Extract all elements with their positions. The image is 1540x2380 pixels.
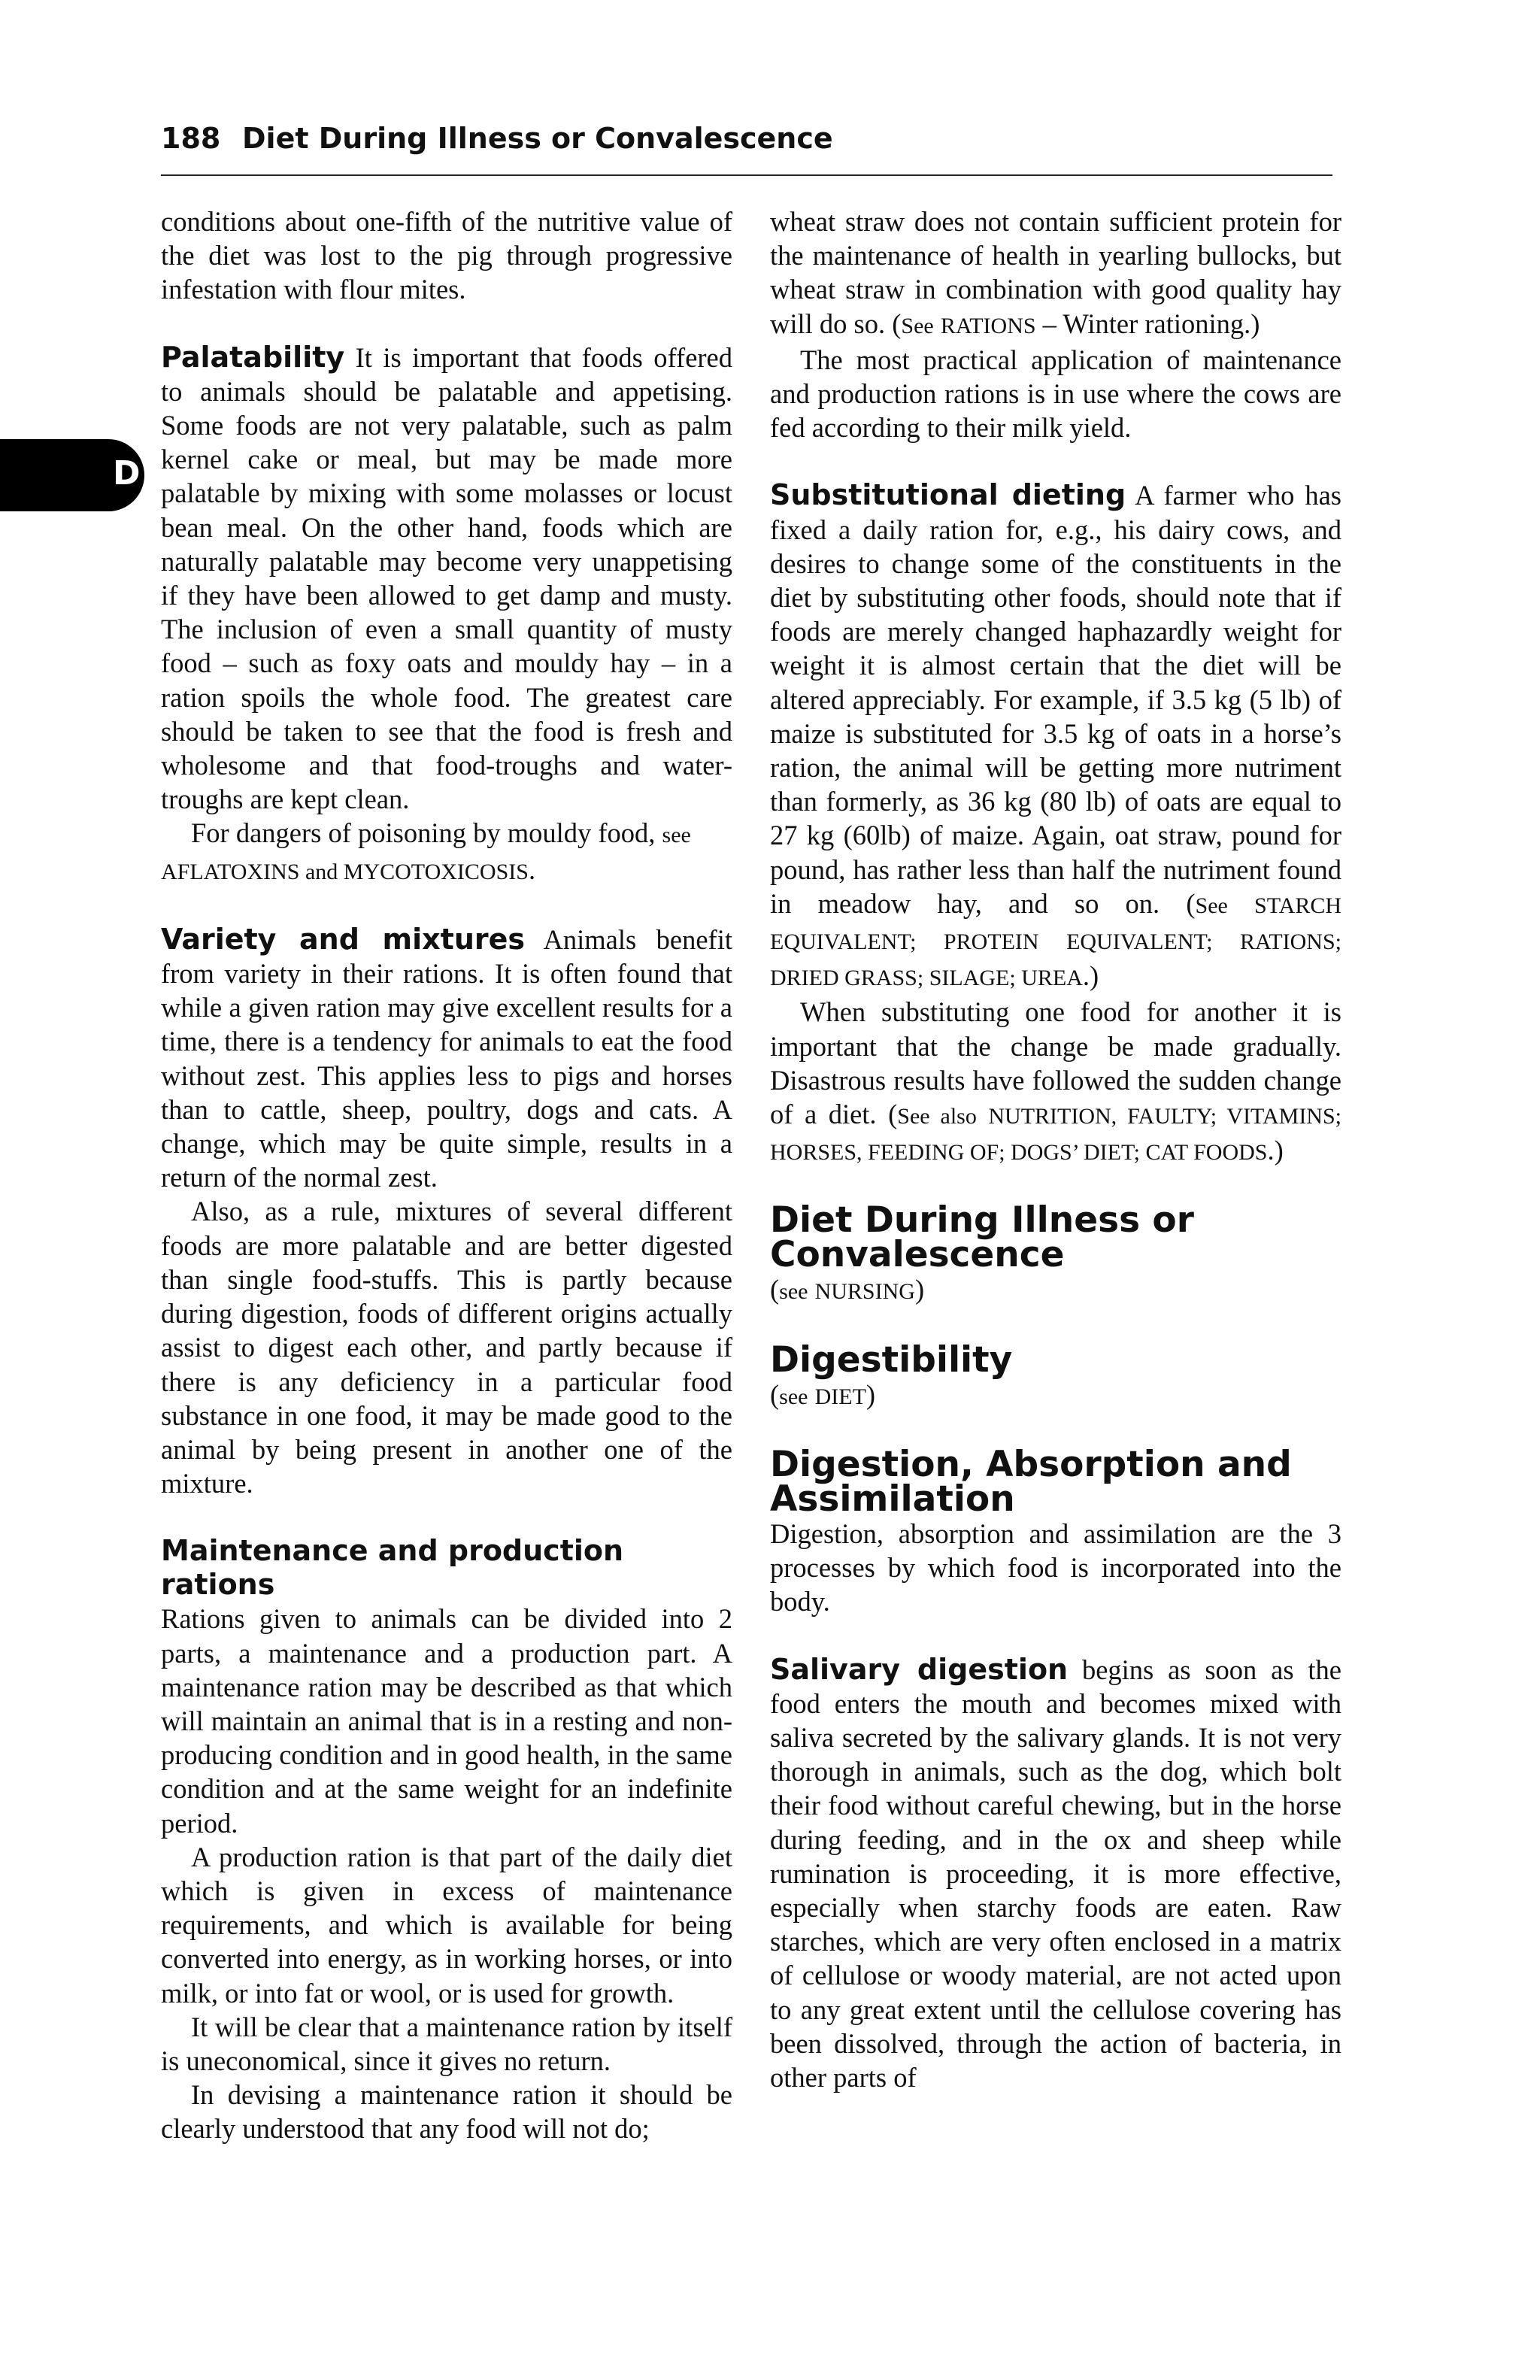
paragraph: When substituting one food for another it is important that the change be made gradually. Disastrous results have followed the sudden change of a diet. (See also NUTRITION, FAULTY; VITAMINS; HORSES, FEEDING OF; DOGS’ DIET; CAT FOODS.)	[770, 996, 1341, 1166]
cross-reference: DIET	[814, 1384, 866, 1409]
cross-reference: AFLATOXINS and MYCOTOXICOSIS	[161, 859, 529, 884]
substitutional-paragraph: Substitutional dieting A farmer who has fixed a daily ration for, e.g., his dairy cows, and desires to change some of the constituents in the diet by substituting other foods, should note that if foods are merely changed haphazardly weight for weight it is almost certain that the diet will be altered appreciably. For example, if 3.5 kg (5 lb) of maize is substituted for 3.5 kg of oats in a horse’s ration, the animal will be getting more nutriment than formerly, as 36 kg (80 lb) of oats are equal to 27 kg (60lb) of maize. Again, oat straw, pound for pound, has rather less than half the nutriment found in meadow hay, and so on. (See STARCH EQUIVALENT; PROTEIN EQUIVALENT; RATIONS; DRIED GRASS; SILAGE; UREA.)	[770, 478, 1342, 992]
paragraph: wheat straw does not contain sufficient protein for the maintenance of health in yearling bullocks, but wheat straw in combination with good quality hay will do so. (See RATIONS – Winter rationing.)	[770, 206, 1341, 339]
run-in-heading: Variety and mixtures	[161, 922, 526, 956]
paragraph: conditions about one-fifth of the nutritive value of the diet was lost to the pig through progressive infestation with flour mites.	[161, 206, 732, 305]
cross-reference: RATIONS	[940, 313, 1036, 338]
entry-heading: Digestion, Absorption and Assimilation	[770, 1443, 1292, 1520]
paragraph: Rations given to animals can be divided into 2 parts, a maintenance and a production part. A maintenance ration may be described as that which will maintain an animal that is in a resting and non-producing condition and in good health, in the same condition and at the same weight for an indefinite period.	[161, 1603, 732, 1839]
section-heading: Maintenance and production rations	[161, 1534, 624, 1602]
paragraph: Also, as a rule, mixtures of several different foods are more palatable and are better digested than single food-stuffs. This is partly because during digestion, foods of different origins actually assist to digest each other, and partly because if there is any deficiency in a particular food substance in one food, it may be made good to the animal by being present in another one of the mixture.	[161, 1196, 732, 1499]
paragraph: Digestion, absorption and assimilation are the 3 processes by which food is incorporated into the body.	[770, 1517, 1341, 1617]
entry-heading: Digestibility	[770, 1339, 1013, 1381]
cross-reference: NUTRITION, FAULTY; VITAMINS; HORSES, FEEDING OF; DOGS’ DIET; CAT FOODS	[770, 1104, 1341, 1166]
entry-heading: Diet During Illness or Convalescence	[770, 1199, 1194, 1276]
section-tab-letter: D	[113, 454, 141, 493]
right-column	[770, 205, 1341, 2094]
left-column	[161, 205, 732, 2146]
section-tab	[0, 439, 144, 511]
variety-paragraph: Variety and mixtures Animals benefit from variety in their rations. It is often found that while a given ration may give excellent results for a time, there is a tendency for animals to eat the food without zest. This applies less to pigs and horses than to cattle, sheep, poultry, dogs and cats. A change, which may be quite simple, results in a return of the normal zest.	[161, 922, 732, 1193]
cross-reference: NURSING	[814, 1279, 915, 1305]
page-number: 188	[161, 122, 221, 155]
palatability-paragraph: Palatability It is important that foods offered to animals should be palatable and appetising. Some foods are not very palatable, such as palm kernel cake or meal, but may be made more palatable by mixing with some molasses or locust bean meal. On the other hand, foods which are naturally palatable may become very unappetising if they have been allowed to get damp and musty. The inclusion of even a small quantity of musty food – such as foxy oats and mouldy hay – in a ration spoils the whole food. The greatest care should be taken to see that the food is fresh and wholesome and that food-troughs and water-troughs are kept clean.	[161, 340, 732, 815]
run-in-heading: Palatability	[161, 340, 345, 374]
cross-reference-paragraph: For dangers of poisoning by mouldy food, see AFLATOXINS and MYCOTOXICOSIS.	[161, 817, 691, 885]
run-in-heading: Salivary digestion	[770, 1652, 1069, 1686]
paragraph: A production ration is that part of the daily diet which is given in excess of maintenance requirements, and which is available for being converted into energy, as in working horses, or into milk, or into fat or wool, or is used for growth.	[161, 1841, 732, 2009]
cross-reference-line: (see DIET)	[770, 1378, 876, 1410]
salivary-paragraph: Salivary digestion begins as soon as the food enters the mouth and becomes mixed with saliva secreted by the salivary glands. It is not very thorough in animals, such as the dog, which bolt their food without careful chewing, but in the horse during feeding, and in the ox and sheep while rumination is proceeding, it is more effective, especially when starchy foods are eaten. Raw starches, which are very often enclosed in a matrix of cellulose or woody material, are not acted upon to any great extent until the cellulose covering has been dissolved, through the action of bacteria, in other parts of	[770, 1652, 1341, 2093]
cross-reference-line: (see NURSING)	[770, 1274, 925, 1305]
paragraph: In devising a maintenance ration it should be clearly understood that any food will not do;	[161, 2079, 732, 2145]
run-in-heading: Substitutional dieting	[770, 478, 1126, 512]
running-header	[161, 122, 1332, 176]
running-title: Diet During Illness or Convalescence	[242, 122, 833, 155]
paragraph: The most practical application of maintenance and production rations is in use where the cows are fed according to their milk yield.	[770, 344, 1341, 444]
paragraph: It will be clear that a maintenance ration by itself is uneconomical, since it gives no return.	[161, 2011, 732, 2076]
cross-reference: STARCH EQUIVALENT; PROTEIN EQUIVALENT; RATIONS; DRIED GRASS; SILAGE; UREA	[770, 893, 1342, 991]
